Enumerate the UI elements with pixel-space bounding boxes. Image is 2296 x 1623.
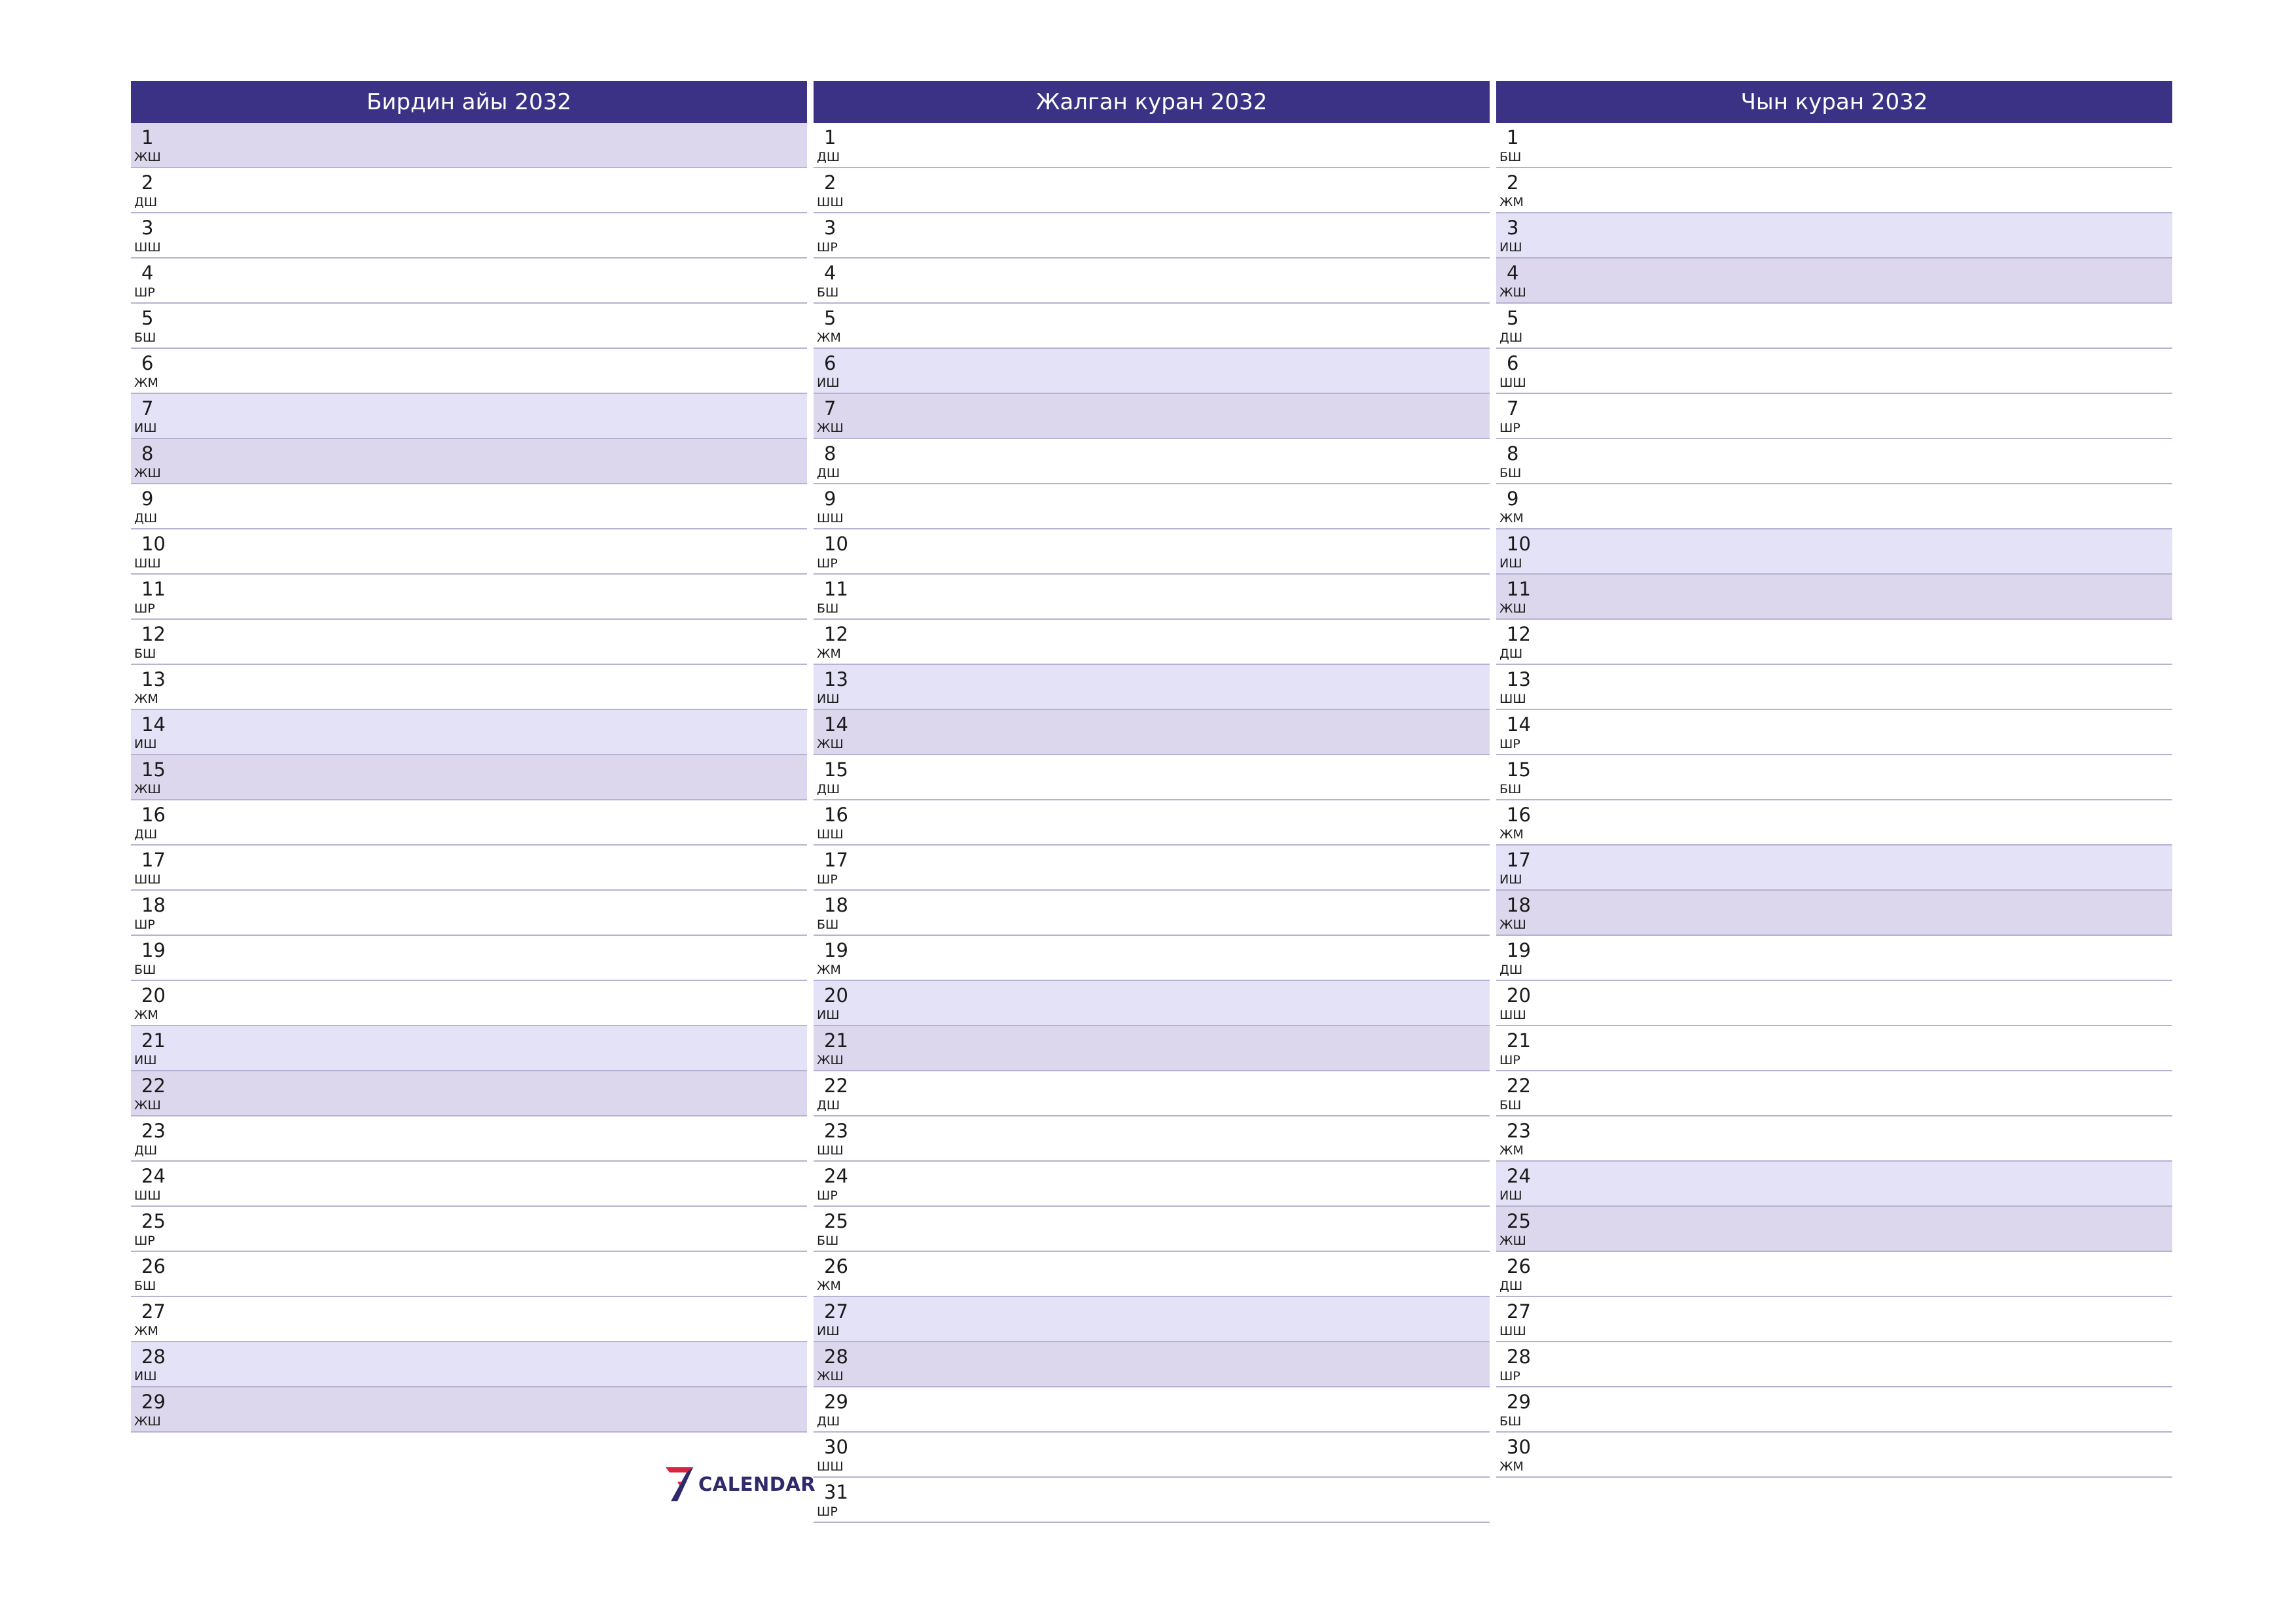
day-row xyxy=(814,1433,1490,1478)
weekday-label: ШР xyxy=(1499,421,1520,435)
weekday-label: ИШ xyxy=(1499,872,1522,887)
weekday-label: ШР xyxy=(1499,737,1520,751)
day-row xyxy=(131,1207,807,1252)
day-number: 18 xyxy=(1507,894,1531,916)
weekday-label: ЖМ xyxy=(1499,1143,1524,1158)
day-row xyxy=(131,439,807,484)
weekday-label: ДШ xyxy=(134,1143,158,1158)
weekday-label: ДШ xyxy=(817,466,840,480)
day-row xyxy=(131,168,807,213)
day-number: 20 xyxy=(141,984,166,1007)
weekday-label: ДШ xyxy=(134,511,158,526)
weekday-label: ЖШ xyxy=(134,150,161,164)
day-row xyxy=(131,1252,807,1297)
weekday-label: ЖШ xyxy=(134,466,161,480)
day-number: 4 xyxy=(1507,262,1519,284)
day-number: 19 xyxy=(141,939,166,961)
day-row xyxy=(1496,665,2172,710)
day-number: 22 xyxy=(1507,1075,1531,1097)
day-row xyxy=(131,1026,807,1071)
day-number: 17 xyxy=(1507,849,1531,871)
day-number: 28 xyxy=(141,1346,166,1368)
day-row xyxy=(1496,168,2172,213)
day-number: 27 xyxy=(824,1300,848,1323)
day-number: 12 xyxy=(1507,623,1531,645)
day-number: 15 xyxy=(824,758,848,781)
day-number: 2 xyxy=(824,171,836,194)
day-number: 21 xyxy=(824,1029,848,1052)
day-number: 9 xyxy=(141,488,154,510)
day-number: 5 xyxy=(141,307,154,329)
day-row xyxy=(131,1387,807,1433)
weekday-label: ШР xyxy=(817,1188,838,1203)
day-row xyxy=(1496,710,2172,755)
weekday-label: ЖШ xyxy=(817,1369,844,1383)
day-row xyxy=(131,936,807,981)
weekday-label: ЖШ xyxy=(134,1098,161,1113)
weekday-label: ИШ xyxy=(134,1369,157,1383)
day-number: 7 xyxy=(141,397,154,419)
day-number: 9 xyxy=(824,488,836,510)
weekday-label: ИШ xyxy=(1499,556,1522,571)
weekday-label: БШ xyxy=(1499,1414,1522,1429)
day-row xyxy=(814,891,1490,936)
day-number: 14 xyxy=(1507,713,1531,736)
weekday-label: ШР xyxy=(817,1505,838,1519)
day-row xyxy=(131,846,807,891)
weekday-label: ШШ xyxy=(1499,1324,1526,1338)
weekday-label: ЖШ xyxy=(817,737,844,751)
day-number: 14 xyxy=(141,713,166,736)
day-number: 26 xyxy=(141,1255,166,1277)
day-row xyxy=(814,304,1490,349)
day-number: 28 xyxy=(1507,1346,1531,1368)
day-number: 13 xyxy=(824,668,848,690)
day-number: 15 xyxy=(1507,758,1531,781)
day-row xyxy=(1496,1162,2172,1207)
weekday-label: ШШ xyxy=(817,195,844,209)
day-number: 23 xyxy=(141,1120,166,1142)
weekday-label: ШШ xyxy=(1499,1008,1526,1022)
weekday-label: БШ xyxy=(1499,466,1522,480)
day-number: 6 xyxy=(824,352,836,374)
day-list xyxy=(131,123,807,1433)
day-number: 5 xyxy=(824,307,836,329)
day-number: 16 xyxy=(1507,804,1531,826)
day-number: 1 xyxy=(824,126,836,149)
day-row xyxy=(814,1478,1490,1523)
day-number: 30 xyxy=(824,1436,848,1458)
day-row xyxy=(131,123,807,168)
weekday-label: БШ xyxy=(134,647,156,661)
weekday-label: ИШ xyxy=(817,692,840,706)
day-number: 29 xyxy=(141,1391,166,1413)
seven-logo-icon xyxy=(664,1466,694,1503)
weekday-label: ДШ xyxy=(1499,1279,1523,1293)
weekday-label: ЖМ xyxy=(134,1324,158,1338)
logo-text: CALENDAR xyxy=(698,1473,816,1495)
weekday-label: ШР xyxy=(817,240,838,255)
day-row xyxy=(1496,1297,2172,1342)
day-row xyxy=(131,349,807,394)
weekday-label: ШР xyxy=(1499,1369,1520,1383)
weekday-label: ЖМ xyxy=(817,1279,841,1293)
day-number: 1 xyxy=(141,126,154,149)
day-row xyxy=(1496,846,2172,891)
day-number: 10 xyxy=(824,533,848,555)
weekday-label: ИШ xyxy=(817,1008,840,1022)
day-row xyxy=(814,439,1490,484)
weekday-label: БШ xyxy=(817,285,839,300)
day-row xyxy=(814,1297,1490,1342)
day-row xyxy=(814,349,1490,394)
day-number: 12 xyxy=(824,623,848,645)
day-row xyxy=(131,665,807,710)
day-row xyxy=(1496,259,2172,304)
day-row xyxy=(131,891,807,936)
day-row xyxy=(814,1207,1490,1252)
weekday-label: ИШ xyxy=(1499,1188,1522,1203)
weekday-label: ДШ xyxy=(817,150,840,164)
day-number: 7 xyxy=(824,397,836,419)
day-number: 13 xyxy=(141,668,166,690)
day-number: 9 xyxy=(1507,488,1519,510)
weekday-label: ШШ xyxy=(817,827,844,842)
day-row xyxy=(1496,1387,2172,1433)
day-number: 5 xyxy=(1507,307,1519,329)
day-number: 27 xyxy=(141,1300,166,1323)
day-row xyxy=(131,710,807,755)
day-number: 23 xyxy=(1507,1120,1531,1142)
day-row xyxy=(1496,981,2172,1026)
weekday-label: ЖШ xyxy=(134,782,161,796)
day-row xyxy=(131,259,807,304)
day-number: 8 xyxy=(824,442,836,465)
weekday-label: БШ xyxy=(1499,782,1522,796)
day-row xyxy=(131,213,807,259)
day-row xyxy=(814,620,1490,665)
day-row xyxy=(814,665,1490,710)
day-number: 7 xyxy=(1507,397,1519,419)
day-number: 11 xyxy=(141,578,166,600)
day-row xyxy=(814,394,1490,439)
weekday-label: ЖМ xyxy=(817,330,841,345)
day-number: 1 xyxy=(1507,126,1519,149)
day-list xyxy=(1496,123,2172,1478)
day-number: 2 xyxy=(141,171,154,194)
day-row xyxy=(814,168,1490,213)
day-number: 6 xyxy=(1507,352,1519,374)
weekday-label: ДШ xyxy=(817,782,840,796)
weekday-label: ДШ xyxy=(1499,330,1523,345)
day-number: 21 xyxy=(1507,1029,1531,1052)
day-row xyxy=(1496,1342,2172,1387)
weekday-label: ШШ xyxy=(1499,376,1526,390)
weekday-label: ШШ xyxy=(134,872,161,887)
weekday-label: ШШ xyxy=(1499,692,1526,706)
weekday-label: ЖМ xyxy=(1499,511,1524,526)
day-row xyxy=(131,1342,807,1387)
day-number: 11 xyxy=(1507,578,1531,600)
weekday-label: ДШ xyxy=(1499,647,1523,661)
day-number: 8 xyxy=(1507,442,1519,465)
day-row xyxy=(1496,1116,2172,1162)
day-number: 2 xyxy=(1507,171,1519,194)
day-number: 4 xyxy=(824,262,836,284)
weekday-label: БШ xyxy=(817,918,839,932)
brand-logo xyxy=(664,1465,816,1504)
day-row xyxy=(1496,213,2172,259)
day-row xyxy=(814,936,1490,981)
weekday-label: ЖМ xyxy=(134,692,158,706)
day-number: 29 xyxy=(1507,1391,1531,1413)
weekday-label: БШ xyxy=(817,601,839,616)
month-title: Бирдин айы 2032 xyxy=(131,81,807,123)
weekday-label: БШ xyxy=(1499,1098,1522,1113)
weekday-label: ЖМ xyxy=(1499,827,1524,842)
day-row xyxy=(814,123,1490,168)
day-number: 25 xyxy=(141,1210,166,1232)
day-row xyxy=(1496,1071,2172,1116)
day-row xyxy=(814,981,1490,1026)
weekday-label: БШ xyxy=(1499,150,1522,164)
day-number: 22 xyxy=(141,1075,166,1097)
day-number: 3 xyxy=(141,217,154,239)
day-row xyxy=(1496,1252,2172,1297)
day-row xyxy=(814,846,1490,891)
weekday-label: ИШ xyxy=(134,1053,157,1067)
day-number: 18 xyxy=(824,894,848,916)
day-row xyxy=(1496,1207,2172,1252)
day-number: 14 xyxy=(824,713,848,736)
weekday-label: БШ xyxy=(817,1234,839,1248)
day-row xyxy=(131,620,807,665)
day-number: 28 xyxy=(824,1346,848,1368)
weekday-label: ИШ xyxy=(817,376,840,390)
weekday-label: ШШ xyxy=(817,511,844,526)
day-row xyxy=(814,213,1490,259)
day-row xyxy=(1496,123,2172,168)
weekday-label: ЖМ xyxy=(134,376,158,390)
day-number: 6 xyxy=(141,352,154,374)
day-row xyxy=(131,1071,807,1116)
weekday-label: ЖШ xyxy=(1499,918,1526,932)
day-number: 30 xyxy=(1507,1436,1531,1458)
day-number: 20 xyxy=(824,984,848,1007)
day-number: 21 xyxy=(141,1029,166,1052)
day-number: 24 xyxy=(824,1165,848,1187)
weekday-label: ЖШ xyxy=(1499,1234,1526,1248)
day-row xyxy=(814,800,1490,846)
day-number: 8 xyxy=(141,442,154,465)
weekday-label: ШР xyxy=(134,918,155,932)
day-row xyxy=(814,259,1490,304)
day-row xyxy=(1496,1026,2172,1071)
day-row xyxy=(814,755,1490,800)
day-number: 17 xyxy=(141,849,166,871)
weekday-label: ШШ xyxy=(134,1188,161,1203)
month-column-3 xyxy=(1496,81,2172,1478)
day-row xyxy=(814,1387,1490,1433)
day-row xyxy=(814,710,1490,755)
weekday-label: ИШ xyxy=(134,421,157,435)
day-number: 3 xyxy=(824,217,836,239)
day-row xyxy=(131,1297,807,1342)
day-number: 13 xyxy=(1507,668,1531,690)
day-number: 23 xyxy=(824,1120,848,1142)
day-list xyxy=(814,123,1490,1523)
weekday-label: ИШ xyxy=(817,1324,840,1338)
day-row xyxy=(131,304,807,349)
weekday-label: ЖШ xyxy=(134,1414,161,1429)
day-number: 17 xyxy=(824,849,848,871)
weekday-label: БШ xyxy=(134,963,156,977)
weekday-label: БШ xyxy=(134,330,156,345)
day-number: 24 xyxy=(141,1165,166,1187)
weekday-label: ДШ xyxy=(134,195,158,209)
month-column-2 xyxy=(814,81,1490,1523)
day-row xyxy=(131,1116,807,1162)
month-column-1 xyxy=(131,81,807,1433)
weekday-label: ЖШ xyxy=(1499,285,1526,300)
weekday-label: ЖМ xyxy=(1499,1459,1524,1474)
weekday-label: ЖМ xyxy=(817,647,841,661)
day-number: 10 xyxy=(1507,533,1531,555)
weekday-label: ШР xyxy=(134,1234,155,1248)
day-row xyxy=(1496,620,2172,665)
day-row xyxy=(1496,439,2172,484)
weekday-label: ШР xyxy=(817,872,838,887)
weekday-label: ДШ xyxy=(1499,963,1523,977)
weekday-label: ШР xyxy=(817,556,838,571)
day-row xyxy=(131,529,807,575)
day-row xyxy=(131,755,807,800)
weekday-label: ЖМ xyxy=(1499,195,1524,209)
day-number: 4 xyxy=(141,262,154,284)
day-row xyxy=(131,484,807,529)
weekday-label: ЖМ xyxy=(134,1008,158,1022)
day-row xyxy=(1496,1433,2172,1478)
day-row xyxy=(131,981,807,1026)
day-number: 24 xyxy=(1507,1165,1531,1187)
day-row xyxy=(1496,891,2172,936)
day-row xyxy=(1496,755,2172,800)
day-row xyxy=(1496,304,2172,349)
day-row xyxy=(1496,936,2172,981)
month-title: Чын куран 2032 xyxy=(1496,81,2172,123)
day-row xyxy=(1496,394,2172,439)
day-row xyxy=(814,1342,1490,1387)
day-number: 26 xyxy=(824,1255,848,1277)
weekday-label: ШР xyxy=(1499,1053,1520,1067)
day-number: 12 xyxy=(141,623,166,645)
day-number: 25 xyxy=(824,1210,848,1232)
day-number: 20 xyxy=(1507,984,1531,1007)
weekday-label: ЖМ xyxy=(817,963,841,977)
day-number: 10 xyxy=(141,533,166,555)
weekday-label: ЖШ xyxy=(817,421,844,435)
day-number: 19 xyxy=(1507,939,1531,961)
day-number: 16 xyxy=(141,804,166,826)
weekday-label: ШШ xyxy=(817,1143,844,1158)
day-number: 29 xyxy=(824,1391,848,1413)
day-row xyxy=(814,1162,1490,1207)
day-row xyxy=(814,484,1490,529)
month-title: Жалган куран 2032 xyxy=(814,81,1490,123)
weekday-label: ДШ xyxy=(817,1414,840,1429)
day-number: 25 xyxy=(1507,1210,1531,1232)
weekday-label: ШШ xyxy=(134,556,161,571)
day-row xyxy=(131,394,807,439)
weekday-label: ШШ xyxy=(817,1459,844,1474)
day-row xyxy=(1496,484,2172,529)
weekday-label: ШР xyxy=(134,285,155,300)
day-row xyxy=(814,1071,1490,1116)
day-row xyxy=(814,1116,1490,1162)
day-row xyxy=(131,1162,807,1207)
day-row xyxy=(1496,800,2172,846)
day-number: 16 xyxy=(824,804,848,826)
day-number: 15 xyxy=(141,758,166,781)
day-row xyxy=(131,800,807,846)
day-number: 31 xyxy=(824,1481,848,1503)
weekday-label: ИШ xyxy=(134,737,157,751)
weekday-label: БШ xyxy=(134,1279,156,1293)
weekday-label: ДШ xyxy=(134,827,158,842)
day-row xyxy=(1496,529,2172,575)
weekday-label: ЖШ xyxy=(1499,601,1526,616)
weekday-label: ЖШ xyxy=(817,1053,844,1067)
day-row xyxy=(131,575,807,620)
weekday-label: ДШ xyxy=(817,1098,840,1113)
day-number: 18 xyxy=(141,894,166,916)
day-number: 11 xyxy=(824,578,848,600)
day-number: 22 xyxy=(824,1075,848,1097)
weekday-label: ИШ xyxy=(1499,240,1522,255)
day-number: 19 xyxy=(824,939,848,961)
day-row xyxy=(814,529,1490,575)
weekday-label: ШШ xyxy=(134,240,161,255)
day-number: 26 xyxy=(1507,1255,1531,1277)
day-row xyxy=(1496,575,2172,620)
day-row xyxy=(814,575,1490,620)
day-row xyxy=(814,1026,1490,1071)
day-row xyxy=(814,1252,1490,1297)
day-number: 27 xyxy=(1507,1300,1531,1323)
day-number: 3 xyxy=(1507,217,1519,239)
weekday-label: ШР xyxy=(134,601,155,616)
day-row xyxy=(1496,349,2172,394)
